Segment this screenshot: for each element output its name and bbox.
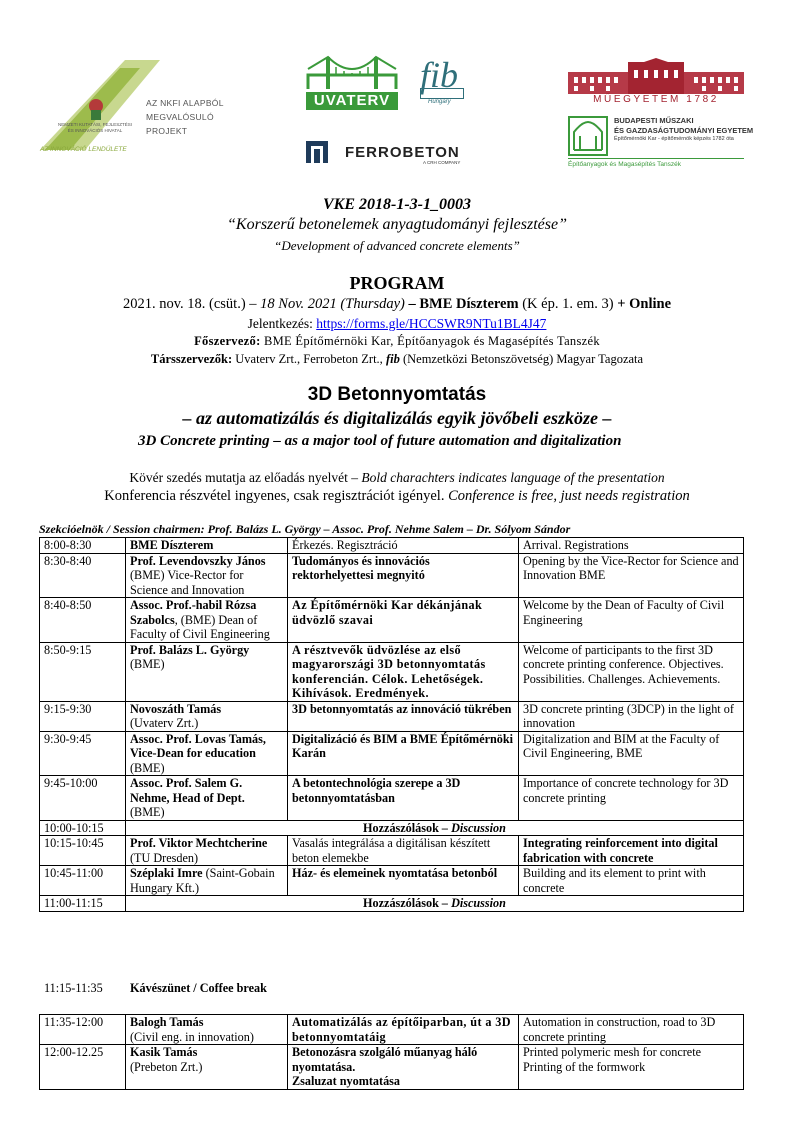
- break-label: Kávészünet / Coffee break: [130, 981, 267, 995]
- registration-label: Jelentkezés:: [247, 316, 313, 331]
- fib-wordmark: fib: [420, 55, 459, 95]
- program-heading: PROGRAM: [349, 273, 445, 293]
- bridge-icon: [306, 55, 398, 91]
- fib-band: [420, 88, 464, 99]
- language-note-en: – Bold charachters indicates language of the presentation: [351, 470, 665, 485]
- nkfi-tagline: AZ INNOVÁCIÓ LENDÜLETE: [40, 146, 127, 153]
- nkfi-swoosh-icon: [40, 60, 160, 150]
- bme-divider: [568, 158, 744, 159]
- bme-emblem-icon: [568, 116, 608, 156]
- nkfi-title: AZ NKFI ALAPBÓL MEGVALÓSULÓ PROJEKT: [146, 98, 224, 136]
- table-row: 9:30-9:45 Assoc. Prof. Lovas Tamás, Vice-Dean for education (BME) Digitalizáció és BIM a BME Építőmérnöki Karán Digitalization and BIM at the Faculty of Civil Engineering, BME: [40, 731, 744, 776]
- project-id: VKE 2018-1-3-1_0003: [323, 196, 471, 213]
- table-row: 9:15-9:30 Novoszáth Tamás (Uvaterv Zrt.) 3D betonnyomtatás az innováció tükrében 3D concrete printing (3DCP) in the light of innovation: [40, 701, 744, 731]
- table-row: 8:40-8:50 Assoc. Prof.-habil Rózsa Szabolcs, (BME) Dean of Faculty of Civil Engineering Az Építőmérnöki Kar dékánjának üdvözlő szavai Welcome by the Dean of Faculty of Civil Engineering: [40, 598, 744, 643]
- ferrobeton-wordmark: FERROBETON: [345, 144, 460, 161]
- language-note: [0, 470, 794, 486]
- table-row: 8:00-8:30 BME Díszterem Érkezés. Regisztráció Arrival. Registrations: [40, 538, 744, 554]
- table-row: 11:35-12:00 Balogh Tamás (Civil eng. in innovation) Automatizálás az építőiparban, út a 3D betonnyomtatáig Automation in construction, road to 3D concrete printing: [40, 1015, 744, 1045]
- bme-name: BUDAPESTI MŰSZAKI ÉS GAZDASÁGTUDOMÁNYI EGYETEM: [614, 116, 754, 135]
- table-row: 10:15-10:45 Prof. Viktor Mechtcherine (TU Dresden) Vasalás integrálása a digitálisan készített beton elemekbe Integrating reinforcement into digital fabrication with concrete: [40, 836, 744, 866]
- nkfi-office-name: NEMZETI KUTATÁSI, FEJLESZTÉSI ÉS INNOVÁCIÓS HIVATAL: [57, 122, 133, 133]
- main-organizer: BME Építőmérnöki Kar, Építőanyagok és Magasépítés Tanszék: [263, 334, 600, 348]
- registration-link[interactable]: https://forms.gle/HCCSWR9NTu1BL4J47: [316, 316, 547, 331]
- co-organizers-line: [0, 352, 794, 367]
- fib-country: Hungary: [428, 99, 451, 105]
- session-chairmen: Szekcióelnök / Session chairmen: Prof. Balázs L. György – Assoc. Prof. Nehme Salem – Dr. Sólyom Sándor: [39, 522, 571, 536]
- uvaterv-wordmark: UVATERV: [306, 92, 398, 110]
- co-organizers: Uvaterv Zrt., Ferrobeton Zrt.,: [235, 352, 383, 366]
- table-row-discussion: 10:00-10:15 Hozzászólások – Discussion: [40, 820, 744, 836]
- co-organizers-fib: fib: [385, 352, 400, 366]
- table-row-discussion: 11:00-11:15 Hozzászólások – Discussion: [40, 896, 744, 912]
- project-title-hu: “Korszerű betonelemek anyagtudományi fejlesztése”: [227, 216, 567, 233]
- muegyetem-wordmark: MŰEGYETEM 1782: [593, 94, 719, 105]
- ferrobeton-mark-icon: [306, 141, 328, 163]
- table-row: 9:45-10:00 Assoc. Prof. Salem G. Nehme, Head of Dept. (BME) A betontechnológia szerepe a 3D betonnyomtatásban Importance of concrete technology for 3D concrete printing: [40, 776, 744, 821]
- venue: – BME Díszterem: [408, 296, 519, 312]
- event-date-line: [0, 296, 794, 313]
- break-time: 11:15-11:35: [44, 981, 103, 995]
- free-note-en: Conference is free, just needs registration: [448, 488, 690, 504]
- venue-detail: (K ép. 1. em. 3): [522, 296, 614, 312]
- free-note: [0, 488, 794, 505]
- date-hu: 2021. nov. 18. (csüt.): [122, 296, 246, 312]
- language-note-hu: Kövér szedés mutatja az előadás nyelvét: [129, 470, 348, 485]
- conference-title: 3D Betonnyomtatás: [307, 384, 487, 405]
- bme-department: Építőanyagok és Magasépítés Tanszék: [568, 161, 681, 168]
- table-row: 12:00-12.25 Kasik Tamás (Prebeton Zrt.) Betonozásra szolgáló műanyag háló nyomtatása. Zsaluzat nyomtatása Printed polymeric mesh for concrete Printing of the formwork: [40, 1045, 744, 1090]
- online-flag: + Online: [617, 296, 672, 312]
- free-note-hu: Konferencia részvétel ingyenes, csak regisztrációt igényel.: [104, 488, 445, 504]
- conference-subtitle-hu: – az automatizálás és digitalizálás egyik jövőbeli eszköze –: [182, 408, 612, 428]
- schedule-table-2: [39, 1014, 744, 1090]
- conference-subtitle-en: 3D Concrete printing – as a major tool of future automation and digitalization: [138, 433, 622, 449]
- main-organizer-line: [0, 334, 794, 349]
- bme-faculty: Építőmérnöki Kar - építőmérnök képzés 1782 óta: [614, 136, 734, 142]
- co-organizers-rest: (Nemzetközi Betonszövetség) Magyar Tagozata: [402, 352, 644, 366]
- date-en: – 18 Nov. 2021 (Thursday): [249, 296, 405, 312]
- university-building-icon: [568, 58, 744, 94]
- ferrobeton-tagline: A CRH COMPANY: [423, 160, 461, 165]
- registration-line: [0, 316, 794, 332]
- table-row: 10:45-11:00 Széplaki Imre (Saint-Gobain Hungary Kft.) Ház- és elemeinek nyomtatása betonból Building and its element to print with concrete: [40, 866, 744, 896]
- main-organizer-label: Főszervező:: [194, 334, 261, 348]
- table-row: 8:50-9:15 Prof. Balázs L. György (BME) A résztvevők üdvözlése az első magyarországi 3D betonnyomtatás konferencián. Célok. Lehetőségek. Kihívások. Eredmények. Welcome of participants to the first 3D concrete printing conference. Objectives. Possibilities. Challenges. Achievements.: [40, 642, 744, 701]
- schedule-table: [39, 537, 744, 912]
- co-organizers-label: Társszervezők:: [150, 352, 233, 366]
- project-title-en: “Development of advanced concrete elements”: [274, 238, 520, 253]
- table-row: 8:30-8:40 Prof. Levendovszky János (BME) Vice-Rector for Science and Innovation Tudományos és innovációs rektorhelyettesi megnyitó Opening by the Vice-Rector for Science and Innovation BME: [40, 553, 744, 598]
